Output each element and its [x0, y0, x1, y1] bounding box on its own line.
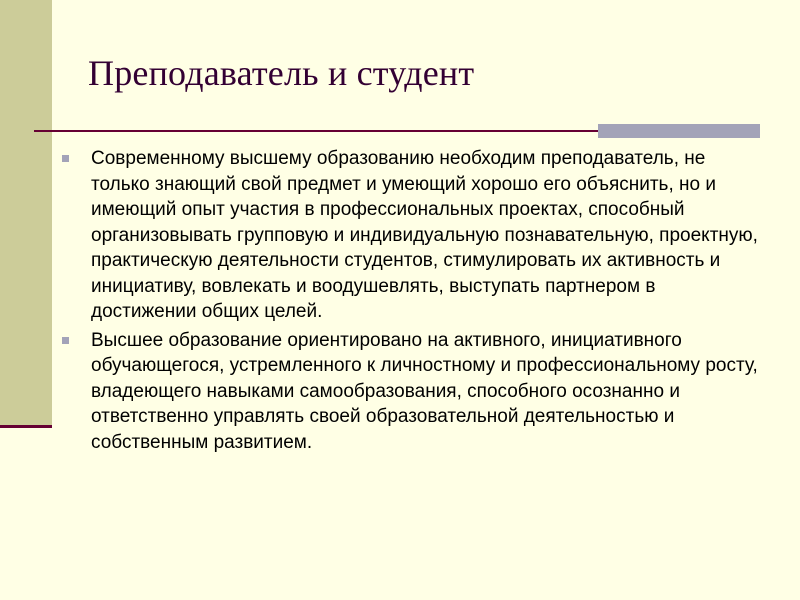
bullet-item	[62, 328, 762, 456]
left-decorative-band	[0, 0, 52, 425]
bullet-item	[62, 146, 762, 325]
slide-title: Преподаватель и студент	[88, 53, 475, 93]
bullet-text: Высшее образование ориентировано на активного, инициативного обучающегося, устремленного к личностному и профессиональному росту, владеющего навыками самообразования, способного осознанно и ответственно управлять своей образовательной деятельностью и собственным развитием.	[91, 329, 758, 453]
title-divider-accent-bar	[598, 124, 760, 138]
bullet-list	[62, 146, 762, 458]
square-bullet-icon	[62, 155, 69, 162]
left-band-divider	[0, 425, 52, 428]
square-bullet-icon	[62, 337, 69, 344]
bullet-text: Современному высшему образованию необходим преподаватель, не только знающий свой предмет и умеющий хорошо его объяснить, но и имеющий опыт участия в профессиональных проектах, способный организовывать групповую и индивидуальную познавательную, проектную, практическую деятельности студентов, стимулировать их активность и инициативу, вовлекать и воодушевлять, выступать партнером в достижении общих целей.	[91, 148, 758, 322]
title-divider-line	[34, 130, 604, 132]
